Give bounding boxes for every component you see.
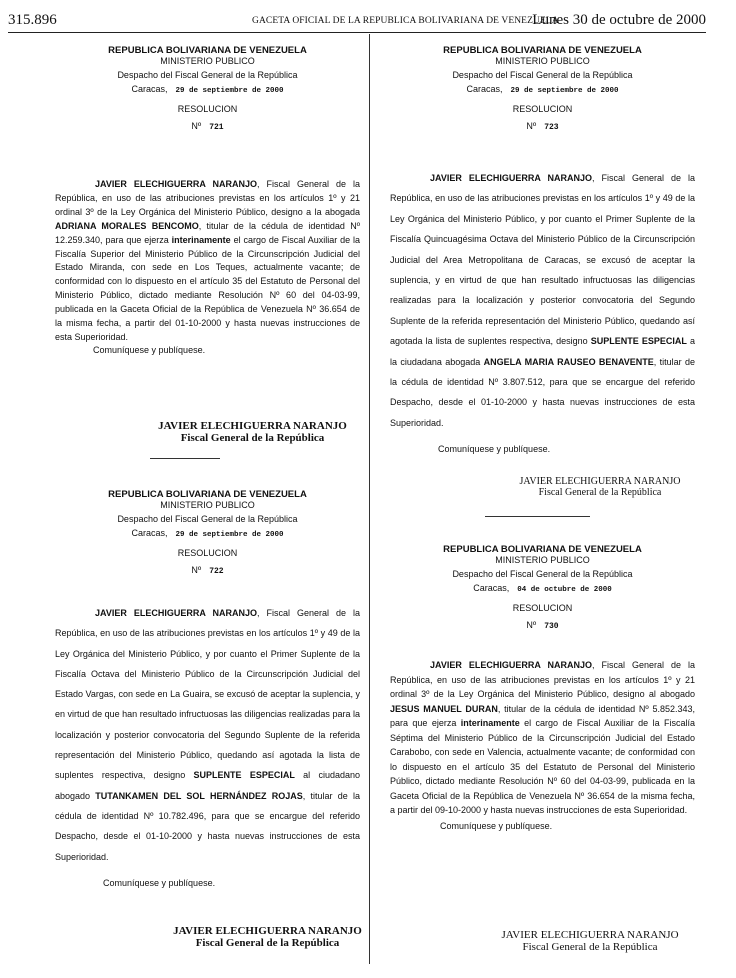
text-part: , Fiscal General de la República, en uso de las atribuciones previstas en los artículos 1º y 49 de la Ley Orgánica del Ministerio Público, y por cuanto el Primer Suplente de la Fiscalía Quincuagésima Octava del Ministerio Público de la Circunscripción Judicial del Area Metropolitana de Caracas, se excusó de aceptar la suplencia, y en virtud de que han resultado infructuosas las diligencias realizadas para la localización y posterior convocatoria del Segundo Suplente de la referida representación del Ministerio Público, quedando así agotada la lista de suplentes respectiva, designo [390,173,695,347]
city-label: Caracas, [131,527,168,538]
resolution-number [390,122,695,132]
text-part: el cargo de Fiscal Auxiliar de la Fiscalía Superior del Ministerio Público de la Circunscripción Judicial del Estado Miranda, con sede en Los Teques, actualmente vacante; de conformidad con lo dispuesto en el artículo 35 del Estatuto de Personal del Ministerio Público, dictado mediante Resolución Nº 60 del 04-03-99, publicada en la Gaceta Oficial de la República de Venezuela Nº 36.654 de la misma fecha, a partir del 01-10-2000 y hasta nuevas instrucciones de esta Superioridad. [55,234,361,342]
resolution-date: 29 de septiembre de 2000 [510,86,619,95]
signer-title: Fiscal General de la República [195,937,340,949]
office-heading: Despacho del Fiscal General de la República [452,568,633,579]
resolution-721-body [55,178,360,355]
signer-name: JAVIER ELECHIGUERRA NARANJO [501,929,679,941]
republic-heading: REPUBLICA BOLIVARIANA DE VENEZUELA [108,489,307,500]
office-heading: Despacho del Fiscal General de la República [452,69,633,80]
bold-term: interinamente [171,234,231,245]
resolution-721 [55,46,360,132]
text-part: al ciudadano abogado [55,770,361,801]
number-value: 721 [209,123,224,132]
text-part: , titular de la cédula de identidad Nº 10.782.496, para que se encargue del referido Despacho, desde el 01-10-2000 y hasta nuevas instrucciones de esta Superioridad. [55,790,360,862]
resolution-date: 29 de septiembre de 2000 [175,86,284,95]
gazette-title: GACETA OFICIAL DE LA REPUBLICA BOLIVARIANA DE VENEZUELA [252,16,559,26]
ministry-heading: MINISTERIO PUBLICO [495,55,590,66]
text-part: , Fiscal General de la República, en uso de las atribuciones previstas en los artículos 1º y 21 ordinal 3º de la Ley Orgánica del Ministerio Público, designo al abogado [390,660,695,699]
separator-line [150,458,220,459]
republic-heading: REPUBLICA BOLIVARIANA DE VENEZUELA [443,544,642,555]
prosecutor-name: JAVIER ELECHIGUERRA NARANJO [95,179,257,189]
text-part: , titular de la cédula de identidad Nº 3.807.512, para que se encargue del referido Despacho, desde el 01-10-2000 y hasta nuevas instrucciones de esta Superioridad. [390,356,695,428]
ministry-heading: MINISTERIO PUBLICO [160,55,255,66]
resolution-number [390,621,695,631]
resolution-date: 29 de septiembre de 2000 [175,530,284,539]
closing-formula: Comuníquese y publíquese. [93,344,206,355]
resolution-722-body [55,603,360,888]
resolution-number [55,566,360,576]
column-divider [369,34,370,964]
resolution-label: RESOLUCION [512,104,573,114]
header-rule [8,32,706,33]
office-heading: Despacho del Fiscal General de la República [117,513,298,524]
ministry-heading: MINISTERIO PUBLICO [495,554,590,565]
resolution-723 [390,46,695,132]
resolution-730-body [390,658,695,831]
number-prefix: Nº [526,121,537,131]
resolution-label: RESOLUCION [177,548,238,558]
city-date [55,529,360,540]
text-part: a la ciudadana abogada [390,336,695,367]
number-prefix: Nº [191,121,202,131]
signer-name: JAVIER ELECHIGUERRA NARANJO [519,476,681,487]
resolution-number [55,122,360,132]
bold-term: interinamente [460,718,520,728]
republic-heading: REPUBLICA BOLIVARIANA DE VENEZUELA [108,45,307,56]
appointee-name: TUTANKAMEN DEL SOL HERNÁNDEZ ROJAS [95,790,303,801]
city-date [55,85,360,96]
number-value: 723 [544,123,559,132]
closing-formula: Comuníquese y publíquese. [440,820,553,831]
resolution-730 [390,545,695,631]
resolution-723-body [390,168,695,454]
city-date [390,85,695,96]
text-part: , Fiscal General de la República, en uso de las atribuciones previstas en los artículos 1º y 49 de la Ley Orgánica del Ministerio Público, y por cuanto el Primer Suplente de la Fiscalía Octava del Ministerio Público de la Circunscripción Judicial del Estado Vargas, con sede en La Guaira, se excusó de aceptar la suplencia, y en virtud de que han resultado infructuosas las diligencias realizadas para la localización y posterior convocatoria del Segundo Suplente de la referida representación del Ministerio Público, quedando así agotada la lista de suplentes respectiva, designo [55,608,360,781]
appointee-name: JESUS MANUEL DURAN [390,703,498,714]
page-date: Lunes 30 de octubre de 2000 [532,12,706,28]
signature-block-722 [165,925,370,949]
page-number: 315.896 [8,12,57,28]
city-label: Caracas, [466,83,503,94]
resolution-text [390,168,695,433]
signer-title: Fiscal General de la República [538,487,662,498]
city-date [390,584,695,595]
resolution-text [55,178,360,345]
closing-formula: Comuníquese y publíquese. [438,444,551,455]
resolution-722 [55,490,360,576]
number-value: 730 [544,622,559,631]
signature-block-723 [500,476,700,498]
prosecutor-name: JAVIER ELECHIGUERRA NARANJO [95,608,257,618]
prosecutor-name: JAVIER ELECHIGUERRA NARANJO [430,660,592,670]
ministry-heading: MINISTERIO PUBLICO [160,499,255,510]
city-label: Caracas, [131,83,168,94]
appointee-name: ADRIANA MORALES BENCOMO [55,220,199,231]
resolution-text [55,603,360,867]
appointee-name: ANGELA MARIA RAUSEO BENAVENTE [483,356,654,367]
republic-heading: REPUBLICA BOLIVARIANA DE VENEZUELA [443,45,642,56]
signature-block-730 [480,929,700,953]
text-part: el cargo de Fiscal Auxiliar de la Fiscalía Séptima del Ministerio Público de la Circunscripción Judicial del Estado Carabobo, con sede en Valencia, actualmente vacante; de conformidad con lo dispuesto en el artículo 35 del Estatuto de Personal del Ministerio Público, dictado mediante Resolución Nº 60 del 04-03-99, publicada en la Gaceta Oficial de la República de Venezuela Nº 36.654 de la misma fecha, a partir del 09-10-2000 y hasta nuevas instrucciones de esta Superioridad. [390,718,695,815]
signature-block-721 [150,420,355,444]
bold-term: SUPLENTE ESPECIAL [193,770,295,781]
signer-name: JAVIER ELECHIGUERRA NARANJO [173,925,362,937]
signer-title: Fiscal General de la República [180,432,325,444]
office-heading: Despacho del Fiscal General de la República [117,69,298,80]
resolution-date: 04 de octubre de 2000 [517,585,612,594]
text-part: , titular de la cédula de identidad Nº 12.259.340, para que ejerza [55,220,360,245]
resolution-label: RESOLUCION [512,603,573,613]
resolution-label: RESOLUCION [177,104,238,114]
signer-title: Fiscal General de la República [522,941,658,953]
text-part: , titular de la cédula de identidad Nº 5.852.343, para que ejerza [390,703,695,728]
number-prefix: Nº [526,620,537,630]
closing-formula: Comuníquese y publíquese. [103,877,216,888]
separator-line [485,516,590,517]
prosecutor-name: JAVIER ELECHIGUERRA NARANJO [430,173,592,183]
number-value: 722 [209,567,224,576]
signer-name: JAVIER ELECHIGUERRA NARANJO [158,420,347,432]
bold-term: SUPLENTE ESPECIAL [590,336,687,347]
text-part: , Fiscal General de la República, en uso de las atribuciones previstas en los artículos 1º y 21 ordinal 3º de la Ley Orgánica del Ministerio Público, designo a la abogada [55,179,360,217]
number-prefix: Nº [191,565,202,575]
city-label: Caracas, [473,582,510,593]
resolution-text [390,658,695,818]
page-header [0,0,736,30]
